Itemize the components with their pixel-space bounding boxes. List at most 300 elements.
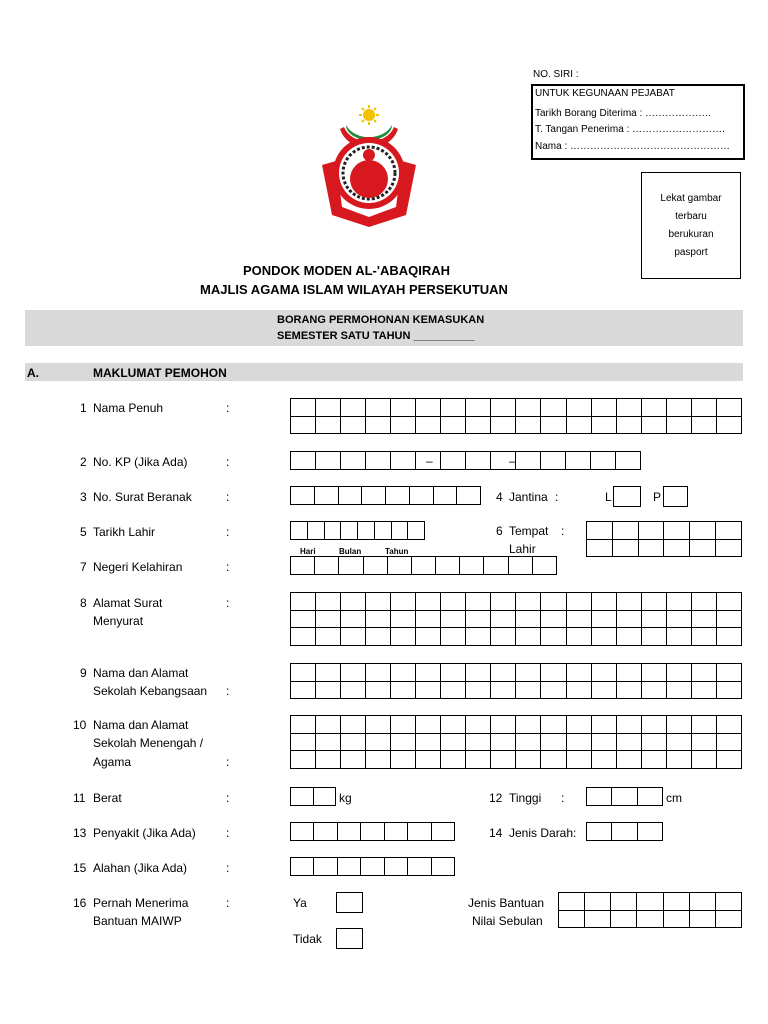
entry-box[interactable] xyxy=(641,416,666,434)
entry-box[interactable] xyxy=(591,399,616,417)
entry-box[interactable] xyxy=(591,716,616,734)
entry-box[interactable] xyxy=(641,593,666,611)
entry-box[interactable] xyxy=(314,858,337,876)
entry-box[interactable] xyxy=(591,628,616,646)
entry-box[interactable] xyxy=(691,716,716,734)
entry-box[interactable] xyxy=(666,399,691,417)
entry-box[interactable] xyxy=(591,733,616,751)
entry-box[interactable] xyxy=(466,664,491,682)
entry-box[interactable] xyxy=(416,628,441,646)
entry-box[interactable] xyxy=(341,628,366,646)
entry-box[interactable] xyxy=(316,664,341,682)
entry-box[interactable] xyxy=(541,416,566,434)
entry-box[interactable] xyxy=(516,399,541,417)
entry-box[interactable] xyxy=(291,716,316,734)
entry-box[interactable] xyxy=(416,664,441,682)
entry-box[interactable] xyxy=(612,522,638,540)
entry-box[interactable] xyxy=(541,681,566,699)
entry-box[interactable] xyxy=(666,610,691,628)
entry-box[interactable] xyxy=(666,593,691,611)
entry-box[interactable] xyxy=(362,487,386,505)
entry-box[interactable] xyxy=(314,823,337,841)
entry-box[interactable] xyxy=(316,716,341,734)
tinggi-grid[interactable] xyxy=(586,787,663,806)
entry-box[interactable] xyxy=(616,751,641,769)
entry-box[interactable] xyxy=(361,823,384,841)
entry-box[interactable] xyxy=(316,399,341,417)
entry-box[interactable] xyxy=(316,416,341,434)
entry-box[interactable] xyxy=(291,858,314,876)
entry-box[interactable] xyxy=(466,751,491,769)
entry-box[interactable] xyxy=(516,751,541,769)
entry-box[interactable] xyxy=(691,610,716,628)
entry-box[interactable] xyxy=(291,593,316,611)
entry-box[interactable] xyxy=(460,557,484,575)
entry-box[interactable] xyxy=(587,788,612,806)
jenis-darah-grid[interactable] xyxy=(586,822,663,841)
entry-box[interactable] xyxy=(316,593,341,611)
entry-box[interactable] xyxy=(516,610,541,628)
entry-box[interactable] xyxy=(433,487,457,505)
entry-box[interactable] xyxy=(391,733,416,751)
entry-box[interactable] xyxy=(466,593,491,611)
surat-beranak-grid[interactable] xyxy=(290,486,481,505)
tidak-checkbox[interactable] xyxy=(336,928,363,949)
entry-box[interactable] xyxy=(491,733,516,751)
entry-box[interactable] xyxy=(591,610,616,628)
entry-box[interactable] xyxy=(366,733,391,751)
tempat-lahir-grid[interactable] xyxy=(586,521,742,557)
entry-box[interactable] xyxy=(431,858,454,876)
entry-box[interactable] xyxy=(441,733,466,751)
entry-box[interactable] xyxy=(441,628,466,646)
entry-box[interactable] xyxy=(466,716,491,734)
entry-box[interactable] xyxy=(491,751,516,769)
entry-box[interactable] xyxy=(541,733,566,751)
entry-box[interactable] xyxy=(666,416,691,434)
entry-box[interactable] xyxy=(314,487,338,505)
entry-box[interactable] xyxy=(484,557,508,575)
entry-box[interactable] xyxy=(491,628,516,646)
entry-box[interactable] xyxy=(664,522,690,540)
entry-box[interactable] xyxy=(324,522,341,540)
entry-box[interactable] xyxy=(291,452,316,470)
entry-box[interactable] xyxy=(491,416,516,434)
entry-box[interactable] xyxy=(559,910,585,928)
entry-box[interactable] xyxy=(341,664,366,682)
entry-box[interactable] xyxy=(566,681,591,699)
entry-box[interactable] xyxy=(541,751,566,769)
entry-box[interactable] xyxy=(516,664,541,682)
entry-box[interactable] xyxy=(341,751,366,769)
entry-box[interactable] xyxy=(691,399,716,417)
entry-box[interactable] xyxy=(436,557,460,575)
entry-box[interactable] xyxy=(291,751,316,769)
entry-box[interactable] xyxy=(315,557,339,575)
entry-box[interactable] xyxy=(291,664,316,682)
entry-box[interactable] xyxy=(516,716,541,734)
entry-box[interactable] xyxy=(338,487,362,505)
entry-box[interactable] xyxy=(663,893,689,911)
entry-box[interactable] xyxy=(391,628,416,646)
entry-box[interactable] xyxy=(408,522,425,540)
entry-box[interactable] xyxy=(691,751,716,769)
entry-box[interactable] xyxy=(616,681,641,699)
entry-box[interactable] xyxy=(339,557,363,575)
entry-box[interactable] xyxy=(591,416,616,434)
entry-box[interactable] xyxy=(391,593,416,611)
entry-box[interactable] xyxy=(416,593,441,611)
entry-box[interactable] xyxy=(716,733,741,751)
entry-box[interactable] xyxy=(690,539,716,557)
entry-box[interactable] xyxy=(316,751,341,769)
entry-box[interactable] xyxy=(616,733,641,751)
entry-box[interactable] xyxy=(366,628,391,646)
entry-box[interactable] xyxy=(366,593,391,611)
office-use-box xyxy=(531,84,745,160)
entry-box[interactable] xyxy=(691,416,716,434)
entry-box[interactable] xyxy=(491,593,516,611)
entry-box[interactable] xyxy=(391,681,416,699)
entry-box[interactable] xyxy=(291,681,316,699)
alamat-surat-grid[interactable] xyxy=(290,592,742,646)
entry-box[interactable] xyxy=(616,399,641,417)
entry-box[interactable] xyxy=(641,628,666,646)
entry-box[interactable] xyxy=(441,399,466,417)
entry-box[interactable] xyxy=(341,452,366,470)
jantina-p-checkbox[interactable] xyxy=(663,486,688,507)
entry-box[interactable] xyxy=(689,910,715,928)
field-number: 15 xyxy=(73,861,87,875)
entry-box[interactable] xyxy=(416,716,441,734)
entry-box[interactable] xyxy=(391,416,416,434)
entry-box[interactable] xyxy=(566,751,591,769)
entry-box[interactable] xyxy=(716,399,741,417)
entry-box[interactable] xyxy=(541,664,566,682)
entry-box[interactable] xyxy=(585,893,611,911)
entry-box[interactable] xyxy=(391,399,416,417)
entry-box[interactable] xyxy=(313,788,336,806)
entry-box[interactable] xyxy=(366,452,391,470)
entry-box[interactable] xyxy=(341,610,366,628)
entry-box[interactable] xyxy=(637,910,663,928)
entry-box[interactable] xyxy=(516,733,541,751)
entry-box[interactable] xyxy=(666,716,691,734)
entry-box[interactable] xyxy=(566,452,591,470)
entry-box[interactable] xyxy=(566,716,591,734)
no-kp-grid[interactable] xyxy=(290,451,641,470)
cm-unit: cm xyxy=(666,791,682,805)
entry-box[interactable] xyxy=(291,628,316,646)
entry-box[interactable] xyxy=(611,910,637,928)
entry-box[interactable] xyxy=(715,910,741,928)
entry-box[interactable] xyxy=(341,716,366,734)
passport-photo-box[interactable] xyxy=(641,172,741,279)
entry-box[interactable] xyxy=(616,452,641,470)
entry-box[interactable] xyxy=(664,539,690,557)
entry-box[interactable] xyxy=(716,664,741,682)
entry-box[interactable] xyxy=(541,593,566,611)
entry-box[interactable] xyxy=(541,452,566,470)
label-jantina: Jantina xyxy=(509,490,548,504)
entry-box[interactable] xyxy=(441,610,466,628)
entry-box[interactable] xyxy=(441,593,466,611)
entry-box[interactable] xyxy=(541,399,566,417)
entry-box[interactable] xyxy=(690,522,716,540)
entry-box[interactable] xyxy=(366,716,391,734)
logo-sun xyxy=(359,105,379,125)
entry-box[interactable] xyxy=(366,751,391,769)
entry-box[interactable] xyxy=(466,610,491,628)
entry-box[interactable] xyxy=(441,716,466,734)
entry-box[interactable] xyxy=(637,788,662,806)
entry-box[interactable] xyxy=(716,628,741,646)
entry-box[interactable] xyxy=(363,557,387,575)
entry-box[interactable] xyxy=(316,610,341,628)
entry-box[interactable] xyxy=(361,858,384,876)
entry-box[interactable] xyxy=(466,416,491,434)
entry-box[interactable] xyxy=(291,733,316,751)
entry-box[interactable] xyxy=(591,751,616,769)
entry-box[interactable] xyxy=(431,823,454,841)
entry-box[interactable] xyxy=(716,416,741,434)
entry-box[interactable] xyxy=(316,452,341,470)
entry-box[interactable] xyxy=(337,823,360,841)
entry-box[interactable] xyxy=(663,910,689,928)
entry-box[interactable] xyxy=(616,716,641,734)
entry-box[interactable] xyxy=(716,522,742,540)
entry-box[interactable] xyxy=(341,733,366,751)
entry-box[interactable] xyxy=(691,628,716,646)
entry-box[interactable] xyxy=(566,416,591,434)
jantina-p-label: P xyxy=(653,490,662,504)
entry-box[interactable] xyxy=(541,628,566,646)
entry-box[interactable] xyxy=(391,452,416,470)
entry-box[interactable] xyxy=(491,716,516,734)
sekolah-kebangsaan-grid[interactable] xyxy=(290,663,742,699)
entry-box[interactable] xyxy=(591,664,616,682)
entry-box[interactable] xyxy=(666,751,691,769)
entry-box[interactable] xyxy=(516,452,541,470)
entry-box[interactable] xyxy=(366,610,391,628)
entry-box[interactable] xyxy=(716,716,741,734)
entry-box[interactable] xyxy=(611,893,637,911)
entry-box[interactable] xyxy=(387,557,411,575)
entry-box[interactable] xyxy=(307,522,324,540)
entry-box[interactable] xyxy=(641,399,666,417)
entry-box[interactable] xyxy=(641,681,666,699)
jantina-l-checkbox[interactable] xyxy=(613,486,641,507)
entry-box[interactable] xyxy=(291,823,314,841)
entry-box[interactable] xyxy=(566,628,591,646)
tahun-caption: Tahun xyxy=(385,547,409,556)
entry-box[interactable] xyxy=(409,487,433,505)
entry-box[interactable] xyxy=(716,751,741,769)
entry-box[interactable] xyxy=(638,522,664,540)
entry-box[interactable] xyxy=(291,487,315,505)
entry-box[interactable] xyxy=(457,487,481,505)
entry-box[interactable] xyxy=(516,593,541,611)
sekolah-menengah-grid[interactable] xyxy=(290,715,742,769)
entry-box[interactable] xyxy=(441,664,466,682)
entry-box[interactable] xyxy=(491,664,516,682)
entry-box[interactable] xyxy=(337,858,360,876)
entry-box[interactable] xyxy=(641,716,666,734)
entry-box[interactable] xyxy=(559,893,585,911)
entry-box[interactable] xyxy=(386,487,410,505)
entry-box[interactable] xyxy=(441,751,466,769)
entry-box[interactable] xyxy=(715,893,741,911)
entry-box[interactable] xyxy=(341,416,366,434)
entry-box[interactable] xyxy=(591,452,616,470)
entry-box[interactable] xyxy=(291,788,314,806)
entry-box[interactable] xyxy=(366,681,391,699)
entry-box[interactable] xyxy=(316,681,341,699)
entry-box[interactable] xyxy=(408,823,431,841)
entry-box[interactable] xyxy=(316,628,341,646)
entry-box[interactable] xyxy=(384,823,407,841)
entry-box[interactable] xyxy=(666,628,691,646)
entry-box[interactable] xyxy=(716,681,741,699)
entry-box[interactable] xyxy=(616,628,641,646)
entry-box[interactable] xyxy=(466,399,491,417)
entry-box[interactable] xyxy=(341,522,358,540)
entry-box[interactable] xyxy=(566,733,591,751)
entry-box[interactable] xyxy=(541,716,566,734)
entry-box[interactable] xyxy=(491,610,516,628)
alahan-grid[interactable] xyxy=(290,857,455,876)
entry-box[interactable] xyxy=(689,893,715,911)
entry-box[interactable] xyxy=(491,399,516,417)
entry-box[interactable] xyxy=(366,664,391,682)
berat-grid[interactable] xyxy=(290,787,336,806)
entry-box[interactable] xyxy=(291,522,308,540)
entry-box[interactable] xyxy=(616,610,641,628)
entry-box[interactable] xyxy=(612,539,638,557)
entry-box[interactable] xyxy=(616,664,641,682)
entry-box[interactable] xyxy=(641,751,666,769)
entry-box[interactable] xyxy=(566,610,591,628)
entry-box[interactable] xyxy=(516,628,541,646)
entry-box[interactable] xyxy=(416,733,441,751)
field-number: 6 xyxy=(496,524,503,538)
entry-box[interactable] xyxy=(358,522,375,540)
entry-box[interactable] xyxy=(566,664,591,682)
entry-box[interactable] xyxy=(291,399,316,417)
entry-box[interactable] xyxy=(716,539,742,557)
entry-box[interactable] xyxy=(585,910,611,928)
entry-box[interactable] xyxy=(366,399,391,417)
entry-box[interactable] xyxy=(587,522,613,540)
entry-box[interactable] xyxy=(612,823,637,841)
entry-box[interactable] xyxy=(716,593,741,611)
entry-box[interactable] xyxy=(491,681,516,699)
entry-box[interactable] xyxy=(616,593,641,611)
entry-box[interactable] xyxy=(341,399,366,417)
entry-box[interactable] xyxy=(374,522,391,540)
entry-box[interactable] xyxy=(641,610,666,628)
entry-box[interactable] xyxy=(411,557,435,575)
nama-penuh-grid[interactable] xyxy=(290,398,742,434)
entry-box[interactable] xyxy=(508,557,532,575)
entry-box[interactable] xyxy=(416,751,441,769)
entry-box[interactable] xyxy=(291,610,316,628)
entry-box[interactable] xyxy=(566,593,591,611)
entry-box[interactable] xyxy=(366,416,391,434)
entry-box[interactable] xyxy=(637,893,663,911)
entry-box[interactable] xyxy=(466,733,491,751)
entry-box[interactable] xyxy=(291,557,315,575)
entry-box[interactable] xyxy=(612,788,637,806)
entry-box[interactable] xyxy=(391,610,416,628)
negeri-kelahiran-grid[interactable] xyxy=(290,556,557,575)
entry-box[interactable] xyxy=(587,823,612,841)
entry-box[interactable] xyxy=(341,681,366,699)
label-nama-alamat-sk: Nama dan Alamat xyxy=(93,666,189,680)
entry-box[interactable] xyxy=(408,858,431,876)
entry-box[interactable] xyxy=(291,416,316,434)
entry-box[interactable] xyxy=(391,664,416,682)
ya-checkbox[interactable] xyxy=(336,892,363,913)
entry-box[interactable] xyxy=(691,664,716,682)
entry-box[interactable] xyxy=(441,452,466,470)
entry-box[interactable] xyxy=(391,751,416,769)
entry-box[interactable] xyxy=(637,823,662,841)
label-alamat-surat: Alamat Surat xyxy=(93,596,163,610)
entry-box[interactable] xyxy=(641,664,666,682)
entry-box[interactable] xyxy=(691,681,716,699)
entry-box[interactable] xyxy=(666,681,691,699)
entry-box[interactable] xyxy=(591,593,616,611)
entry-box[interactable] xyxy=(532,557,556,575)
entry-box[interactable] xyxy=(716,610,741,628)
entry-box[interactable] xyxy=(466,681,491,699)
bantuan-grid[interactable] xyxy=(558,892,742,928)
entry-box[interactable] xyxy=(384,858,407,876)
entry-box[interactable] xyxy=(391,716,416,734)
entry-box[interactable] xyxy=(616,416,641,434)
entry-box[interactable] xyxy=(441,681,466,699)
tarikh-lahir-grid[interactable] xyxy=(290,521,425,540)
entry-box[interactable] xyxy=(666,733,691,751)
entry-box[interactable] xyxy=(666,664,691,682)
entry-box[interactable] xyxy=(691,593,716,611)
entry-box[interactable] xyxy=(416,416,441,434)
entry-box[interactable] xyxy=(516,416,541,434)
entry-box[interactable] xyxy=(641,733,666,751)
entry-box[interactable] xyxy=(638,539,664,557)
colon: : xyxy=(226,596,230,610)
entry-box[interactable] xyxy=(341,593,366,611)
entry-box[interactable] xyxy=(591,681,616,699)
entry-box[interactable] xyxy=(391,522,408,540)
entry-box[interactable] xyxy=(516,681,541,699)
entry-box[interactable] xyxy=(466,452,491,470)
entry-box[interactable] xyxy=(316,733,341,751)
entry-box[interactable] xyxy=(416,399,441,417)
colon: : xyxy=(561,524,565,538)
entry-box[interactable] xyxy=(466,628,491,646)
entry-box[interactable] xyxy=(416,610,441,628)
entry-box[interactable] xyxy=(566,399,591,417)
entry-box[interactable] xyxy=(541,610,566,628)
colon: : xyxy=(226,455,230,469)
entry-box[interactable] xyxy=(441,416,466,434)
entry-box[interactable] xyxy=(416,681,441,699)
entry-box[interactable] xyxy=(587,539,613,557)
penyakit-grid[interactable] xyxy=(290,822,455,841)
entry-box[interactable] xyxy=(691,733,716,751)
